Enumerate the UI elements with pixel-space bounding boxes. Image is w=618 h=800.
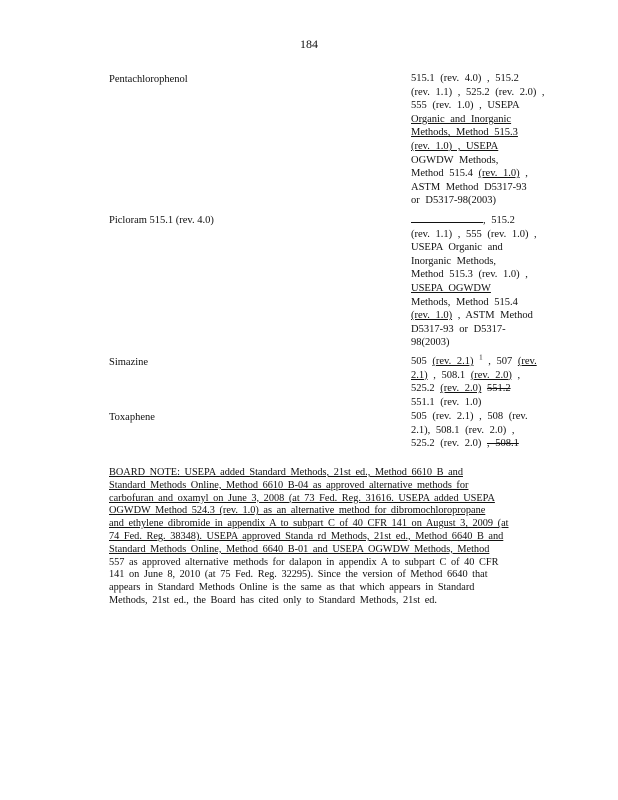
text-segment: 557 as approved alternative methods for dalapon in appendix A to subpart C of 40 CFR <box>109 556 499 568</box>
text-line <box>411 99 551 113</box>
text-line <box>411 154 551 168</box>
text-line <box>411 323 551 337</box>
underlined-text: 74 Fed. Reg. 38348). USEPA approved Standa rd Methods, 21st ed., Method 6640 B and <box>109 530 504 542</box>
text-segment: OGWDW Methods, <box>411 154 499 166</box>
underlined-text: (rev. 2.0) <box>470 369 512 381</box>
text-line <box>411 113 551 127</box>
text-line <box>109 531 549 544</box>
text-line <box>411 424 551 438</box>
text-segment: , 508.1 <box>427 369 471 381</box>
underlined-text: Standard Methods Online, Method 6610 B-04 as approved alternative methods for <box>109 479 469 491</box>
text-segment: 525.2 <box>411 383 441 395</box>
text-segment: , <box>519 168 528 180</box>
text-line <box>411 126 551 140</box>
text-line <box>411 194 551 208</box>
method-list <box>411 355 551 409</box>
text-segment: (rev. 1.1) , 525.2 (rev. 2.0) , <box>411 86 545 98</box>
text-line <box>109 505 549 518</box>
underlined-text: carbofuran and oxamyl on June 3, 2008 (at 73 Fed. Reg. 31616. USEPA added USEPA <box>109 492 495 504</box>
text-line <box>411 382 551 396</box>
text-line <box>109 544 549 557</box>
text-line <box>411 396 551 410</box>
text-line <box>109 595 549 608</box>
underlined-text: (rev. 1.0) , USEPA <box>411 140 499 152</box>
text-segment: 505 (rev. 2.1) , 508 (rev. <box>411 411 528 422</box>
text-segment: ASTM Method D5317-93 <box>411 181 527 193</box>
text-segment: 98(2003) <box>411 337 450 349</box>
text-segment: Method 515.3 (rev. 1.0) , <box>411 269 528 281</box>
underlined-text: BOARD NOTE: USEPA added Standard Methods, 21st ed., Method 6610 B and <box>109 467 463 478</box>
text-segment: Inorganic Methods, <box>411 255 497 267</box>
underlined-text: Organic and Inorganic <box>411 113 512 125</box>
text-segment: , <box>511 369 521 381</box>
analyte-name: Pentachlorophenol <box>109 74 188 85</box>
board-note <box>109 467 549 608</box>
underlined-text: Standard Methods Online, Method 6640 B-01 and USEPA OGWDW Methods, Method <box>109 543 490 555</box>
text-line <box>411 309 551 323</box>
underlined-text: (rev. 2.0) <box>440 383 482 395</box>
text-segment: Method 515.4 <box>411 168 479 180</box>
text-line <box>109 518 549 531</box>
analyte-name: Toxaphene <box>109 412 155 423</box>
text-segment: , ASTM Method <box>452 310 533 322</box>
analyte-name: Simazine <box>109 357 149 368</box>
underlined-text: OGWDW Method 524.3 (rev. 1.0) as an alternative method for dibromochloropropane <box>109 505 486 517</box>
struck-text: 551.2 <box>486 383 511 395</box>
text-line <box>411 140 551 154</box>
text-line <box>411 241 551 255</box>
page-number: 184 <box>300 37 318 51</box>
text-segment: 141 on June 8, 2010 (at 75 Fed. Reg. 32295). Since the version of Method 6640 that <box>109 569 488 581</box>
text-line <box>411 72 551 86</box>
text-line <box>109 582 549 595</box>
text-segment: 525.2 (rev. 2.0) <box>411 438 487 450</box>
footnote-marker: 1 <box>479 353 483 362</box>
text-line <box>109 569 549 582</box>
text-segment: 515.1 (rev. 4.0) , 515.2 <box>411 73 519 84</box>
underlined-text: and ethylene dibromide in appendix A to subpart C of 40 CFR 141 on August 3, 2009 (at <box>109 518 509 530</box>
text-segment: (rev. 1.1) , 555 (rev. 1.0) , <box>411 228 537 240</box>
underlined-text: USEPA OGWDW <box>411 282 491 294</box>
text-segment: 555 (rev. 1.0) , USEPA <box>411 100 520 112</box>
text-line <box>411 167 551 181</box>
text-segment: or D5317-98(2003) <box>411 195 496 207</box>
text-line <box>411 296 551 310</box>
text-segment: , 507 <box>482 356 518 367</box>
analyte-name: Picloram 515.1 (rev. 4.0) <box>109 215 214 226</box>
text-line <box>411 369 551 383</box>
text-line <box>411 213 551 228</box>
text-segment: D5317-93 or D5317- <box>411 323 506 335</box>
underlined-text: 2.1) <box>411 369 428 381</box>
text-segment: 2.1), 508.1 (rev. 2.0) , <box>411 424 515 436</box>
text-segment: appears in Standard Methods Online is the same as that which appears in Standard <box>109 582 475 594</box>
text-line <box>411 336 551 350</box>
blank-underline <box>411 213 483 223</box>
text-line <box>109 493 549 506</box>
text-line <box>411 86 551 100</box>
text-line <box>411 228 551 242</box>
text-segment: 505 <box>411 356 433 367</box>
text-segment: Methods, 21st ed., the Board has cited only to Standard Methods, 21st ed. <box>109 594 438 606</box>
text-segment: USEPA Organic and <box>411 242 503 254</box>
underlined-text: (rev. <box>517 356 537 367</box>
text-line <box>411 282 551 296</box>
text-line <box>411 181 551 195</box>
text-line <box>109 480 549 493</box>
text-line <box>411 268 551 282</box>
text-segment: 551.1 (rev. 1.0) <box>411 396 482 408</box>
underlined-text: (rev. 1.0) <box>478 168 520 180</box>
method-list <box>411 410 551 451</box>
text-segment: Methods, Method 515.4 <box>411 296 518 308</box>
struck-text: , 508.1 <box>486 438 519 450</box>
text-line <box>411 255 551 269</box>
underlined-text: (rev. 1.0) <box>411 310 453 322</box>
text-line <box>411 355 551 369</box>
method-list <box>411 213 551 350</box>
text-segment: , 515.2 <box>483 215 515 226</box>
method-list <box>411 72 551 208</box>
underlined-text: (rev. 2.1) <box>432 356 474 367</box>
text-line <box>411 410 551 424</box>
text-line <box>109 467 549 480</box>
text-line <box>109 557 549 570</box>
underlined-text: Methods, Method 515.3 <box>411 127 518 139</box>
text-line <box>411 437 551 451</box>
